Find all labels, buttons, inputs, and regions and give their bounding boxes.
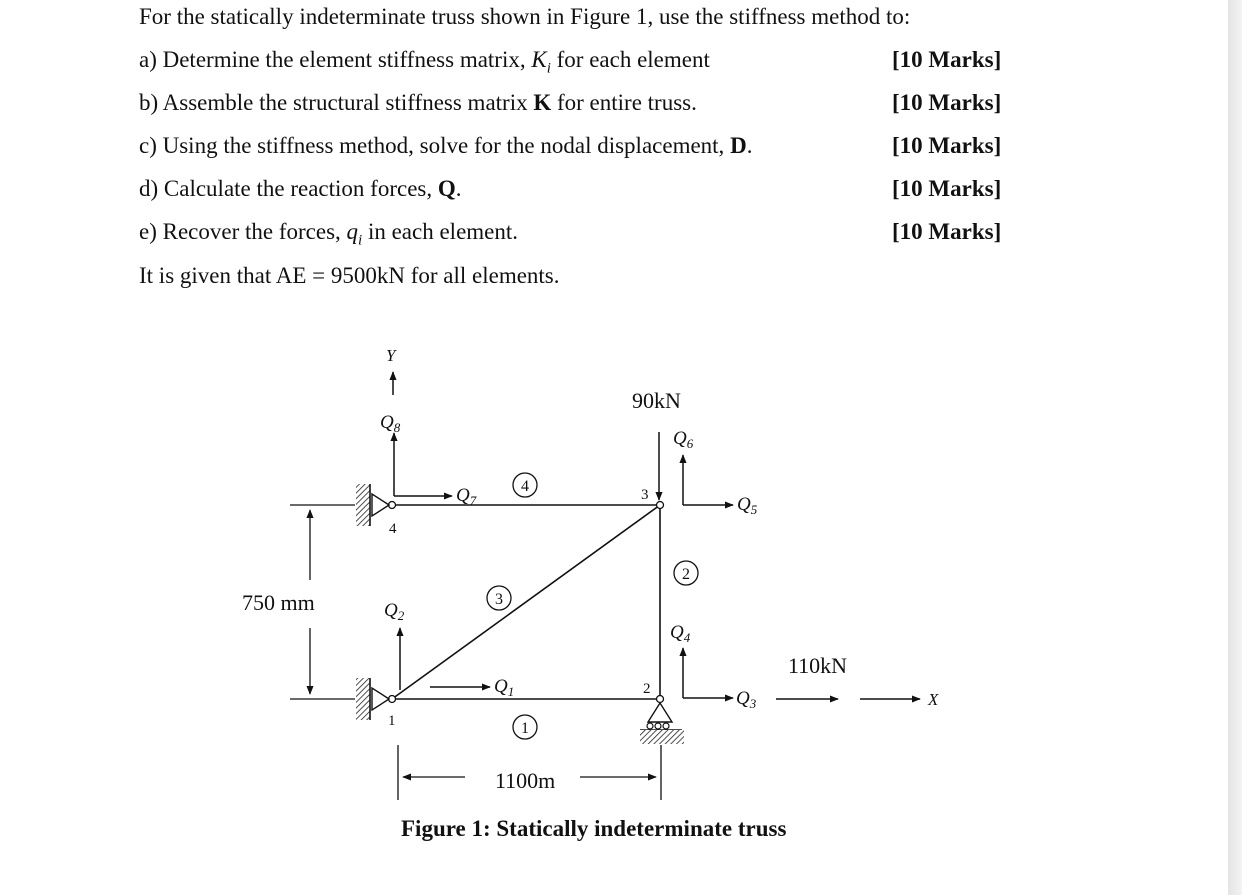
- element-label-1: 1: [521, 720, 529, 737]
- item-e-prefix: e) Recover the forces,: [139, 219, 347, 244]
- item-a-symbol: $K_i$: [531, 47, 551, 77]
- element-label-3: 3: [495, 591, 503, 608]
- item-a-marks: [10 Marks]: [892, 47, 1002, 72]
- item-e-symbol: $q_i$: [346, 219, 363, 249]
- item-c-suffix: .: [746, 133, 753, 158]
- pin-support-node-4: [356, 484, 389, 526]
- question-intro: For the statically indeterminate truss shown in Figure 1, use the stiffness method to:: [139, 4, 911, 29]
- dof-label-8: $Q_8$: [380, 412, 401, 435]
- width-label: 1100m: [495, 768, 556, 793]
- dof-label-6: $Q_6$: [673, 428, 694, 451]
- item-b-suffix: for entire truss.: [551, 90, 697, 115]
- item-d-symbol: Q: [437, 176, 456, 201]
- dof-label-2: $Q_2$: [384, 600, 405, 623]
- node-label-4: 4: [389, 521, 397, 537]
- item-d-prefix: d) Calculate the reaction forces,: [139, 176, 438, 201]
- item-c-marks: [10 Marks]: [892, 133, 1002, 158]
- dof-label-5: $Q_5$: [737, 494, 758, 517]
- dof-label-3: $Q_3$: [736, 688, 757, 711]
- dof-label-1: $Q_1$: [494, 676, 515, 699]
- member-3: [392, 505, 660, 699]
- item-a-suffix: for each element: [550, 47, 710, 72]
- node-label-2: 2: [643, 681, 651, 697]
- element-label-4: 4: [521, 478, 529, 495]
- node-label-1: 1: [388, 713, 396, 729]
- element-label-2: 2: [682, 566, 690, 583]
- figure-caption: Figure 1: Statically indeterminate truss: [401, 816, 787, 841]
- load-label-110kn: 110kN: [788, 653, 848, 678]
- roller-support-node-2: [640, 703, 684, 744]
- dof-label-7: $Q_7$: [456, 485, 477, 508]
- height-label: 750 mm: [242, 590, 315, 615]
- item-c-prefix: c) Using the stiffness method, solve for the nodal displacement,: [139, 133, 731, 158]
- item-d-marks: [10 Marks]: [892, 176, 1002, 201]
- item-e-suffix: in each element.: [362, 219, 519, 244]
- node-label-3: 3: [641, 487, 649, 503]
- item-c-symbol: D: [730, 133, 747, 158]
- axis-label-x: X: [928, 690, 939, 709]
- item-b-prefix: b) Assemble the structural stiffness matrix: [139, 90, 534, 115]
- axis-label-y: Y: [386, 346, 396, 365]
- pin-support-node-1: [356, 678, 389, 720]
- item-b-symbol: K: [533, 90, 552, 115]
- given-statement: It is given that AE = 9500kN for all elements.: [139, 263, 560, 288]
- joint-2: [657, 696, 664, 703]
- item-e-marks: [10 Marks]: [892, 219, 1002, 244]
- dof-label-4: $Q_4$: [670, 622, 691, 645]
- joint-3: [657, 502, 664, 509]
- item-b-marks: [10 Marks]: [892, 90, 1002, 115]
- item-a-prefix: a) Determine the element stiffness matrix,: [139, 47, 532, 72]
- item-d-suffix: .: [455, 176, 462, 201]
- load-label-90kn: 90kN: [632, 388, 681, 413]
